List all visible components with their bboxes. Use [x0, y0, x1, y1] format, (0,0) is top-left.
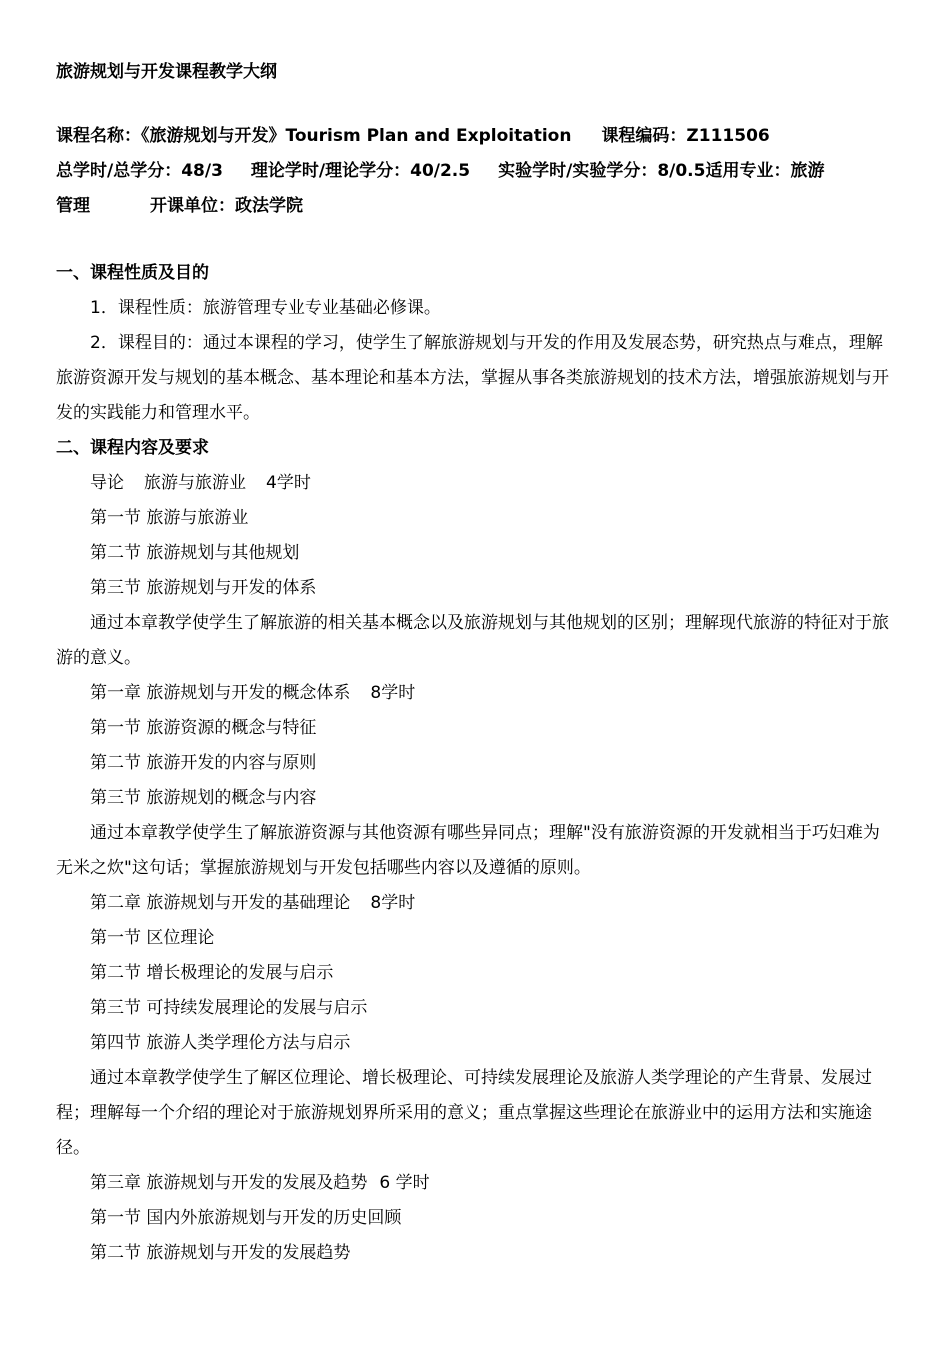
offering-unit: 开课单位：政法学院 — [150, 196, 303, 216]
chapter-description: 通过本章教学使学生了解区位理论、增长极理论、可持续发展理论及旅游人类学理论的产生背景、发展过程；理解每一个介绍的理论对于旅游规划界所采用的意义；重点掌握这些理论在旅游业中的运用方法和实施途径。 — [56, 1068, 872, 1158]
chapter-description: 通过本章教学使学生了解旅游资源与其他资源有哪些异同点；理解"没有旅游资源的开发就相当于巧妇难为无米之炊"这句话；掌握旅游规划与开发包括哪些内容以及遵循的原则。 — [56, 823, 880, 878]
chapter-hours: 8学时 — [370, 683, 416, 703]
section-item: 第三节 旅游规划的概念与内容 — [90, 788, 317, 808]
chapter-heading-1 — [56, 676, 895, 711]
section-item: 第一节 区位理论 — [90, 928, 215, 948]
meta-line-2 — [56, 154, 895, 189]
section-item: 第二节 增长极理论的发展与启示 — [90, 963, 334, 983]
chapter-title: 第一章 旅游规划与开发的概念体系 — [90, 683, 351, 703]
section-1-heading: 一、课程性质及目的 — [56, 263, 209, 283]
chapter-title: 第三章 旅游规划与开发的发展及趋势 — [90, 1173, 368, 1193]
course-meta — [56, 119, 895, 224]
chapter-heading-intro — [56, 466, 895, 501]
section-item: 第四节 旅游人类学理伦方法与启示 — [90, 1033, 351, 1053]
course-code: 课程编码：Z111506 — [601, 126, 770, 146]
major-continued: 管理 — [56, 196, 90, 216]
chapter-heading-3 — [56, 1166, 895, 1201]
section-item: 第三节 可持续发展理论的发展与启示 — [90, 998, 368, 1018]
section-item: 第一节 旅游与旅游业 — [90, 508, 249, 528]
chapter-hours: 6 学时 — [379, 1173, 430, 1193]
course-nature: 1．课程性质：旅游管理专业专业基础必修课。 — [90, 298, 441, 318]
theory-hours-credits: 理论学时/理论学分：40/2.5 — [250, 161, 471, 181]
section-item: 第二节 旅游规划与其他规划 — [90, 543, 300, 563]
lab-hours-major: 实验学时/实验学分：8/0.5适用专业：旅游 — [498, 161, 825, 181]
course-purpose: 2．课程目的：通过本课程的学习，使学生了解旅游规划与开发的作用及发展态势，研究热点与难点，理解旅游资源开发与规划的基本概念、基本理论和基本方法，掌握从事各类旅游规划的技术方法，增强旅游规划与开发的实践能力和管理水平。 — [56, 333, 889, 423]
section-item: 第一节 国内外旅游规划与开发的历史回顾 — [90, 1208, 402, 1228]
meta-line-3 — [56, 189, 895, 224]
section-item: 第三节 旅游规划与开发的体系 — [90, 578, 317, 598]
chapter-label: 导论 — [90, 473, 124, 493]
meta-line-1 — [56, 119, 895, 154]
chapter-hours: 8学时 — [370, 893, 416, 913]
chapter-heading-2 — [56, 886, 895, 921]
section-item: 第二节 旅游规划与开发的发展趋势 — [90, 1243, 351, 1263]
chapter-title: 第二章 旅游规划与开发的基础理论 — [90, 893, 351, 913]
course-name: 课程名称：《旅游规划与开发》Tourism Plan and Exploitation — [56, 126, 572, 146]
chapter-description: 通过本章教学使学生了解旅游的相关基本概念以及旅游规划与其他规划的区别；理解现代旅游的特征对于旅游的意义。 — [56, 613, 889, 668]
total-hours-credits: 总学时/总学分：48/3 — [56, 161, 223, 181]
section-2-heading: 二、课程内容及要求 — [56, 438, 209, 458]
section-item: 第一节 旅游资源的概念与特征 — [90, 718, 317, 738]
chapter-hours: 4学时 — [266, 473, 311, 493]
chapter-title: 旅游与旅游业 — [144, 473, 246, 493]
section-item: 第二节 旅游开发的内容与原则 — [90, 753, 317, 773]
document-title: 旅游规划与开发课程教学大纲 — [56, 62, 277, 82]
